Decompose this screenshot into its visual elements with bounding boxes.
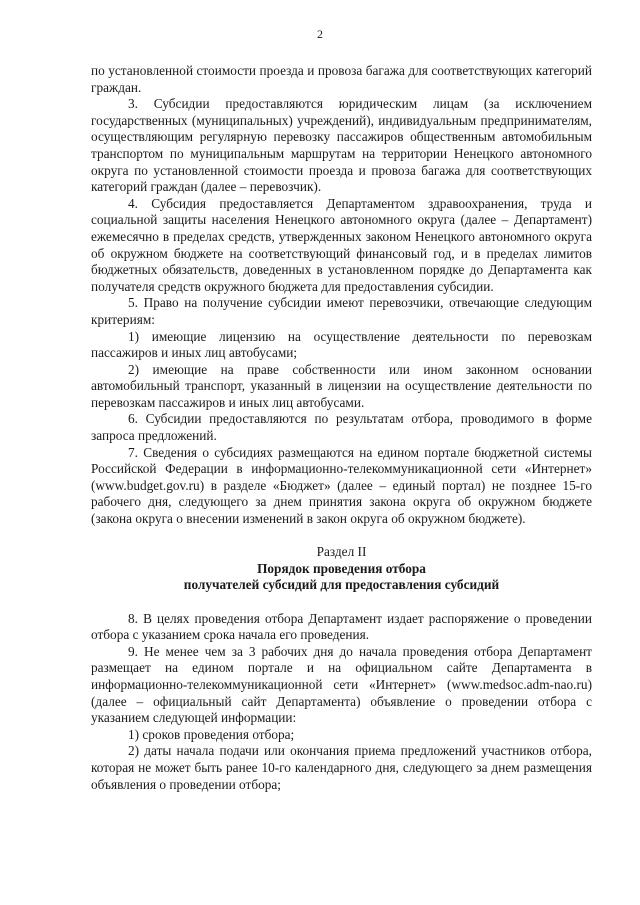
document-body (91, 63, 592, 793)
spacer (91, 528, 592, 545)
page-number: 2 (317, 27, 323, 41)
paragraph-5-item-1: 1) имеющие лицензию на осуществление деятельности по перевозкам пассажиров и иных лиц автобусами; (91, 328, 592, 361)
paragraph-9-item-1: 1) сроков проведения отбора; (128, 726, 295, 742)
paragraph-8: 8. В целях проведения отбора Департамент издает распоряжение о проведении отбора с указанием срока начала его проведения. (91, 610, 592, 643)
paragraph-3: 3. Субсидии предоставляются юридическим лицам (за исключением государственных (муниципальных) учреждений), индивидуальным предпринимателям, осуществляющим регулярную перевозку пассажиров общественным автомобильным транспортом по муниципальным маршрутам на территории Ненецкого автономного округа по установленной стоимости проезда и провоза багажа для соответствующих категорий граждан (далее – перевозчик). (91, 96, 592, 195)
paragraph-5: 5. Право на получение субсидии имеют перевозчики, отвечающие следующим критериям: (91, 295, 592, 327)
paragraph-6: 6. Субсидии предоставляются по результатам отбора, проводимого в форме запроса предложений. (91, 411, 592, 444)
paragraph-5-item-2: 2) имеющие на праве собственности или ином законном основании автомобильный транспорт, указанный в лицензии на осуществление деятельности по перевозкам пассажиров и иных лиц автобусами. (91, 361, 592, 410)
paragraph-4: 4. Субсидия предоставляется Департаментом здравоохранения, труда и социальной защиты населения Ненецкого автономного округа (далее – Департамент) ежемесячно в пределах средств, утвержденных законом Ненецкого автономного округа об окружном бюджете на соответствующий финансовый год, и в пределах лимитов бюджетных обязательств, доведенных в установленном порядке до Департамента как получателя средств окружного бюджета для предоставления субсидии. (91, 195, 592, 294)
paragraph-continuation: по установленной стоимости проезда и провоза багажа для соответствующих категорий граждан. (91, 63, 592, 95)
spacer (91, 594, 592, 611)
section-title-line-2: получателей субсидий для предоставления субсидий (183, 577, 500, 593)
section-title-line-1: Порядок проведения отбора (257, 560, 426, 576)
section-label: Раздел II (316, 544, 367, 560)
paragraph-9-item-2: 2) даты начала подачи или окончания приема предложений участников отбора, которая не может быть ранее 10-го календарного дня, следующего за днем размещения объявления о проведении отбора; (91, 743, 592, 792)
paragraph-7: 7. Сведения о субсидиях размещаются на едином портале бюджетной системы Российской Федерации в информационно-телекоммуникационной сети «Интернет» (www.budget.gov.ru) в разделе «Бюджет» (далее – единый портал) не позднее 15-го рабочего дня, следующего за днем принятия закона округа об окружном бюджете (закона округа о внесении изменений в закон округа об окружном бюджете). (91, 444, 592, 527)
paragraph-9: 9. Не менее чем за 3 рабочих дня до начала проведения отбора Департамент размещает на едином портале и на официальном сайте Департамента в информационно-телекоммуникационной сети «Интернет» (www.medsoc.adm-nao.ru) (далее – официальный сайт Департамента) объявление о проведении отбора с указанием следующей информации: (91, 643, 592, 726)
